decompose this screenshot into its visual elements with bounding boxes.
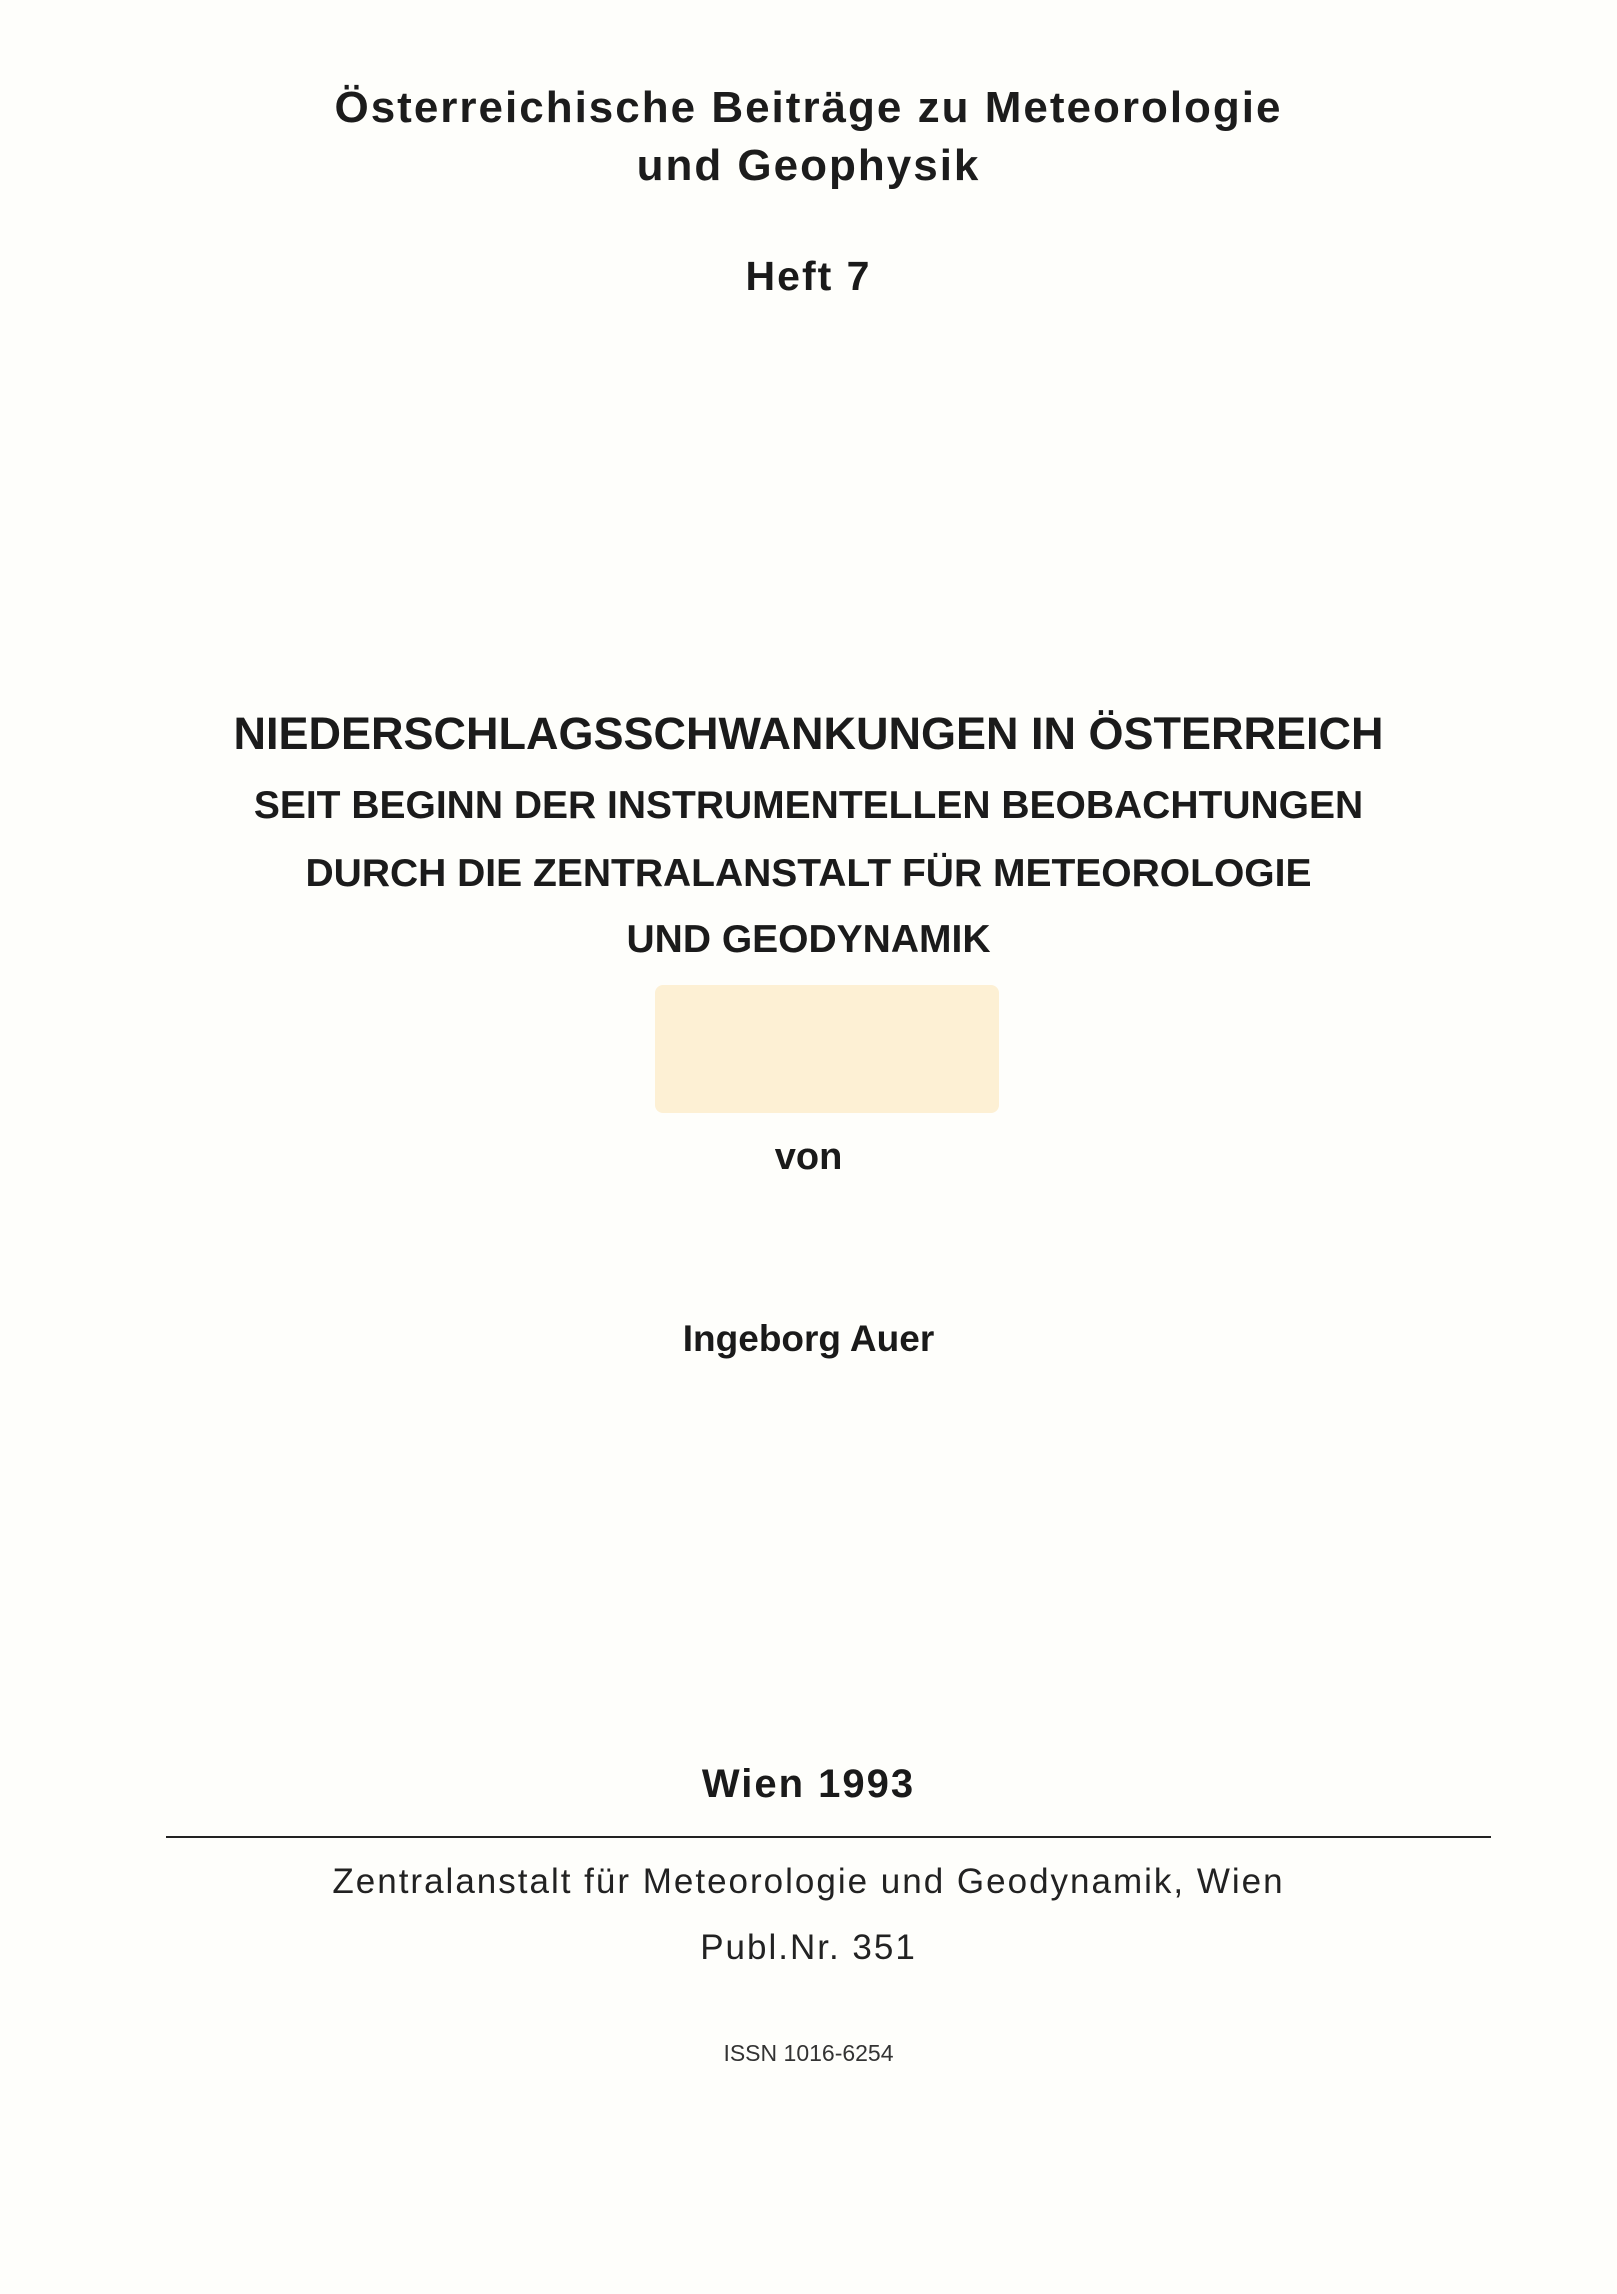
main-title-line-4: UND GEODYNAMIK bbox=[626, 918, 991, 961]
publication-number: Publ.Nr. 351 bbox=[700, 1928, 917, 1967]
issue-number: Heft 7 bbox=[745, 253, 872, 299]
sticker-label bbox=[655, 985, 999, 1113]
issn-number: ISSN 1016-6254 bbox=[723, 2040, 894, 2066]
series-title-line-2: und Geophysik bbox=[636, 141, 981, 190]
main-title-line-2: SEIT BEGINN DER INSTRUMENTELLEN BEOBACHTUNGEN bbox=[253, 784, 1364, 827]
place-and-year: Wien 1993 bbox=[701, 1762, 916, 1806]
main-title-line-3: DURCH DIE ZENTRALANSTALT FÜR METEOROLOGIE bbox=[305, 852, 1312, 895]
by-label: von bbox=[774, 1136, 843, 1178]
main-title-line-1: NIEDERSCHLAGSSCHWANKUNGEN IN ÖSTERREICH bbox=[233, 708, 1384, 759]
series-title-line-1: Österreichische Beiträge zu Meteorologie bbox=[334, 83, 1283, 132]
divider-rule bbox=[166, 1836, 1491, 1838]
publisher-name: Zentralanstalt für Meteorologie und Geodynamik, Wien bbox=[332, 1862, 1285, 1901]
author-name: Ingeborg Auer bbox=[682, 1318, 935, 1359]
